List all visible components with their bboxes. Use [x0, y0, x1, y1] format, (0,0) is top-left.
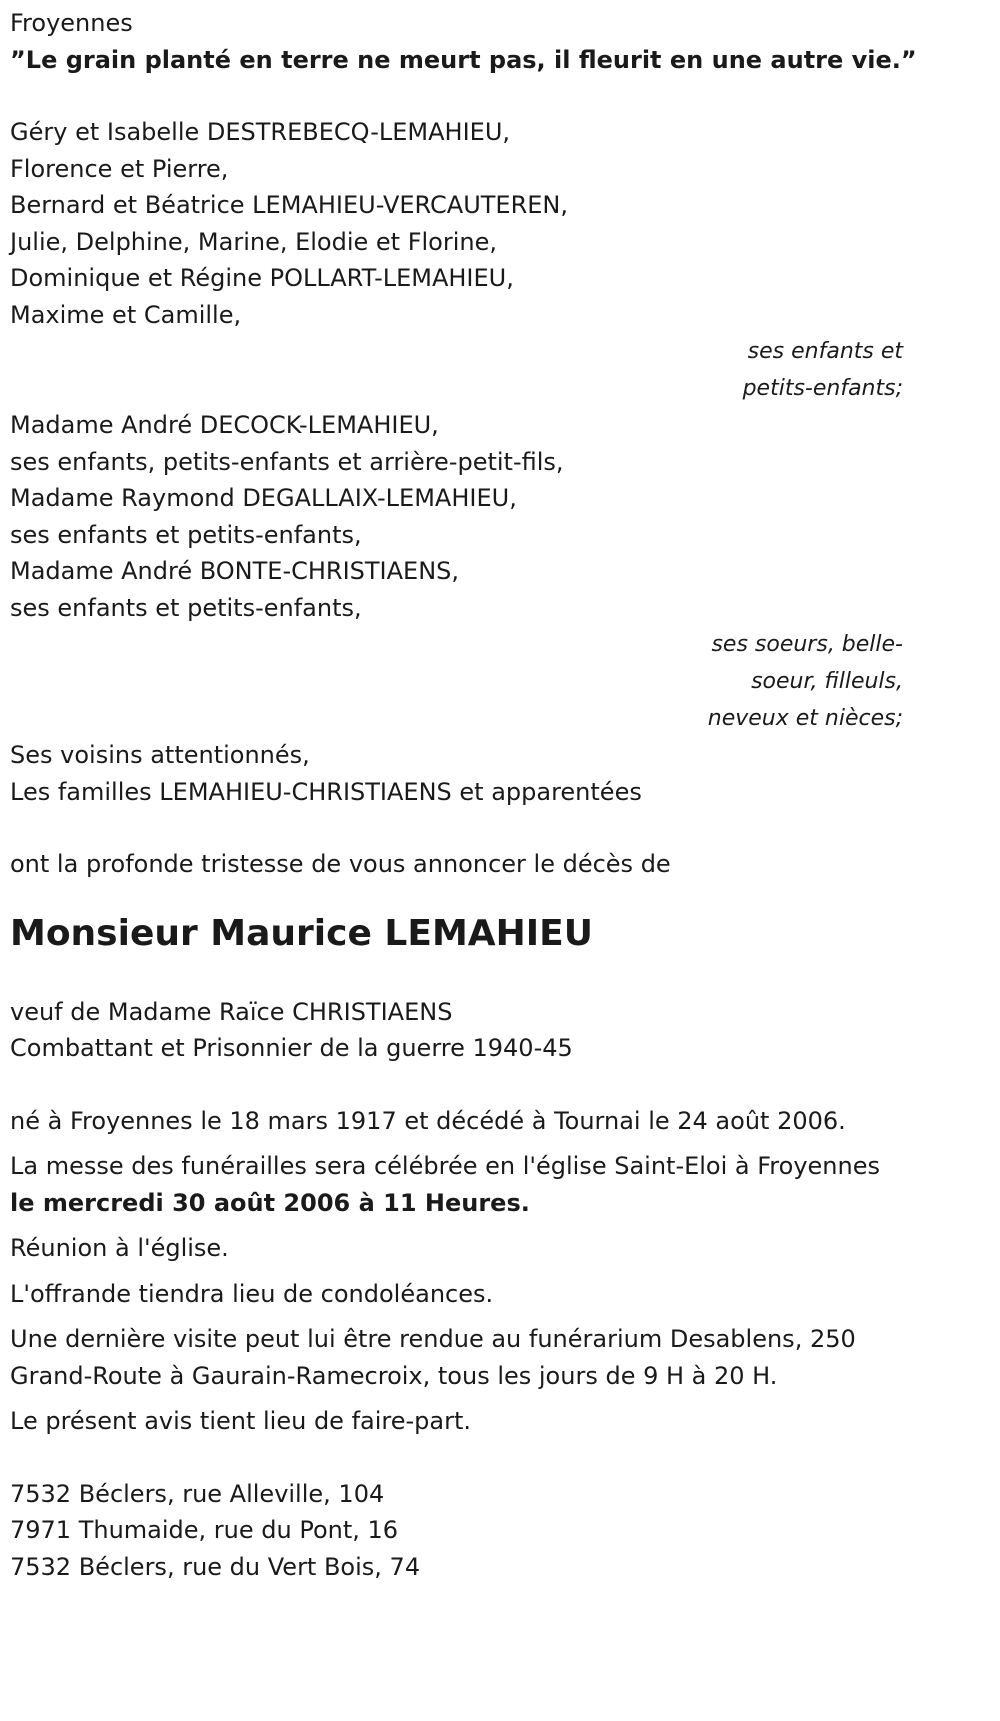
relation-line: ses soeurs, belle-: [711, 632, 903, 657]
family-group-others: [10, 737, 903, 810]
family-line: Dominique et Régine POLLART-LEMAHIEU,: [10, 264, 514, 292]
family-line: ses enfants et petits-enfants,: [10, 520, 362, 549]
widower-line: veuf de Madame Raïce CHRISTIAENS: [10, 997, 453, 1026]
funeral-mass: [10, 1148, 903, 1221]
deceased-name: Monsieur Maurice LEMAHIEU: [10, 912, 593, 954]
epitaph-quote: ”Le grain planté en terre ne meurt pas, il fleurit en une autre vie.”: [10, 45, 917, 74]
family-line: ses enfants et petits-enfants,: [10, 593, 362, 622]
visit-line: Grand-Route à Gaurain-Ramecroix, tous les jours de 9 H à 20 H.: [10, 1361, 778, 1390]
mass-line: La messe des funérailles sera célébrée en l'église Saint-Eloi à Froyennes: [10, 1152, 880, 1180]
family-line: Maxime et Camille,: [10, 300, 242, 329]
family-line: Les familles LEMAHIEU-CHRISTIAENS et apparentées: [10, 777, 642, 806]
relation-line: ses enfants et: [747, 339, 903, 364]
family-line: Madame André BONTE-CHRISTIAENS,: [10, 557, 460, 585]
obituary-notice: [10, 0, 917, 1585]
veteran-title: Combattant et Prisonnier de la guerre 1940-45: [10, 1034, 573, 1062]
family-line: Madame Raymond DEGALLAIX-LEMAHIEU,: [10, 484, 517, 512]
address-line: 7971 Thumaide, rue du Pont, 16: [10, 1516, 399, 1544]
family-line: Géry et Isabelle DESTREBECQ-LEMAHIEU,: [10, 118, 511, 146]
notice-line: Le présent avis tient lieu de faire-part.: [10, 1407, 472, 1435]
family-line: Madame André DECOCK-LEMAHIEU,: [10, 411, 439, 439]
meeting-line: Réunion à l'église.: [10, 1234, 229, 1262]
address-list: [10, 1476, 903, 1586]
family-line: Bernard et Béatrice LEMAHIEU-VERCAUTEREN,: [10, 191, 568, 219]
address-line: 7532 Béclers, rue Alleville, 104: [10, 1479, 385, 1508]
family-line: Florence et Pierre,: [10, 154, 229, 183]
offering-line: L'offrande tiendra lieu de condoléances.: [10, 1279, 494, 1308]
family-group-siblings: [10, 407, 903, 737]
relation-line: neveux et nièces;: [707, 706, 903, 731]
announcement-text: ont la profonde tristesse de vous annoncer le décès de: [10, 850, 671, 878]
family-line: Ses voisins attentionnés,: [10, 741, 310, 769]
family-line: Julie, Delphine, Marine, Elodie et Florine,: [10, 227, 498, 256]
relation-line: petits-enfants;: [742, 376, 903, 401]
relation-children: [10, 333, 903, 407]
visit-info: [10, 1321, 903, 1394]
address-line: 7532 Béclers, rue du Vert Bois, 74: [10, 1552, 421, 1581]
relation-line: soeur, filleuls,: [751, 669, 903, 694]
visit-line: Une dernière visite peut lui être rendue au funérarium Desablens, 250: [10, 1325, 856, 1353]
funeral-date-time: le mercredi 30 août 2006 à 11 Heures.: [10, 1188, 530, 1217]
relation-siblings: [10, 626, 903, 737]
family-line: ses enfants, petits-enfants et arrière-petit-fils,: [10, 447, 564, 476]
place-name: Froyennes: [10, 9, 133, 37]
birth-death-line: né à Froyennes le 18 mars 1917 et décédé à Tournai le 24 août 2006.: [10, 1106, 846, 1135]
family-group-children: [10, 114, 903, 407]
